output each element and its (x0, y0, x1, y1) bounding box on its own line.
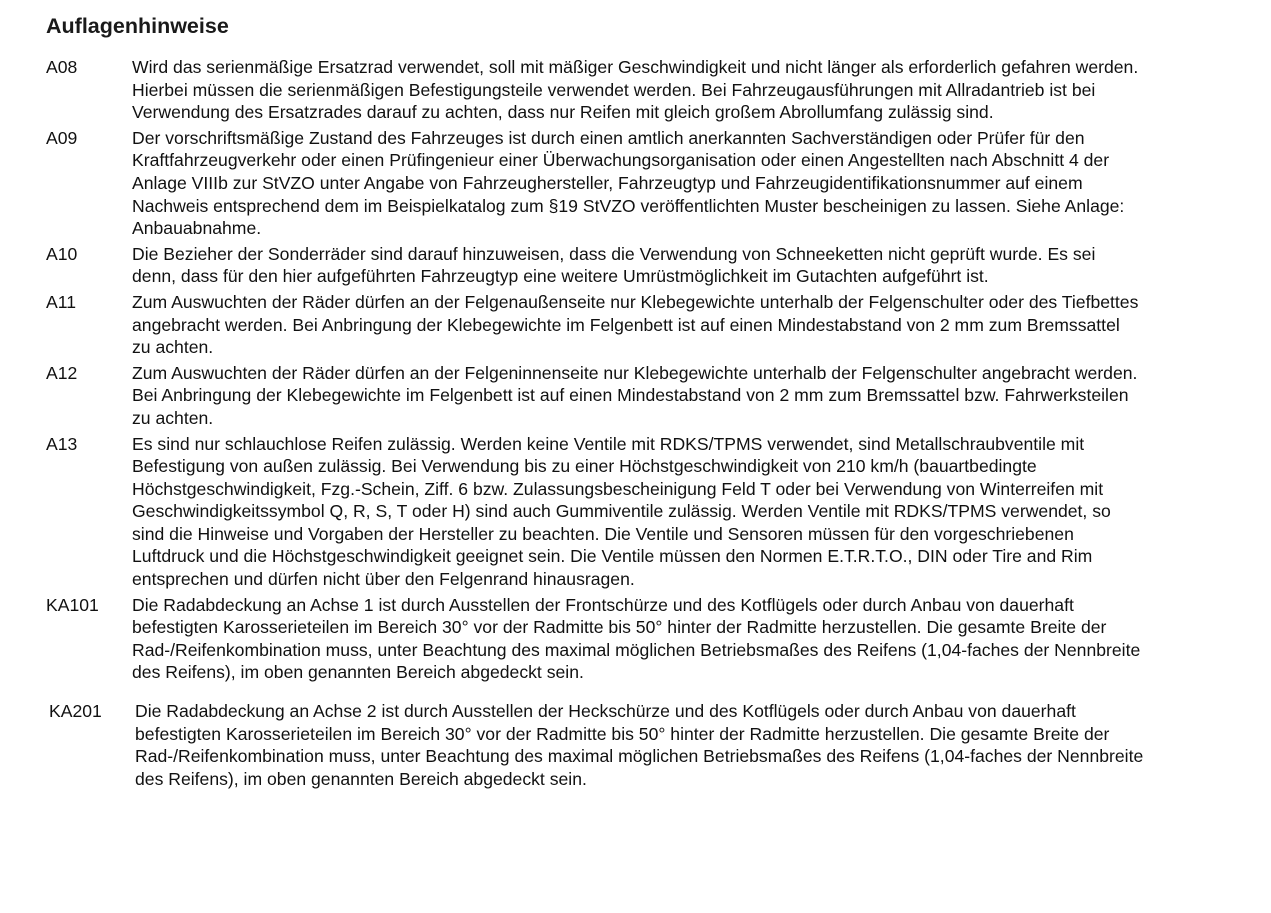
page-title: Auflagenhinweise (46, 14, 229, 38)
condition-entry-ka201 (46, 700, 1246, 790)
condition-text: Die Radabdeckung an Achse 1 ist durch Ausstellen der Frontschürze und des Kotflügels oder durch Anbau von dauerhaft befestigten Karosserieteilen im Bereich 30° vor der Radmitte bis 50° hinter der Radmitte herzustellen. Die gesamte Breite der Rad-/Reifenkombination muss, unter Beachtung des maximal möglichen Betriebsmaßes des Reifens (1,04-faches der Nennbreite des Reifens), im oben genannten Bereich abgedeckt sein. (132, 594, 1141, 683)
condition-text: Zum Auswuchten der Räder dürfen an der Felgeninnenseite nur Klebegewichte unterhalb der Felgenschulter angebracht werden. Bei Anbringung der Klebegewichte im Felgenbett ist auf einen Mindestabstand von 2 mm zum Bremssattel bzw. Fahrwerksteilen zu achten. (132, 362, 1138, 428)
condition-text: Die Radabdeckung an Achse 2 ist durch Ausstellen der Heckschürze und des Kotflügels oder durch Anbau von dauerhaft befestigten Karosserieteilen im Bereich 30° vor der Radmitte bis 50° hinter der Radmitte herzustellen. Die gesamte Breite der Rad-/Reifenkombination muss, unter Beachtung des maximal möglichen Betriebsmaßes des Reifens (1,04-faches der Nennbreite des Reifens), im oben genannten Bereich abgedeckt sein. (135, 701, 1144, 789)
condition-entry-a11 (46, 291, 1246, 359)
condition-entry-a09 (46, 127, 1246, 240)
condition-code: A13 (46, 433, 78, 454)
condition-code: A11 (46, 291, 76, 312)
condition-code: KA201 (49, 701, 102, 722)
condition-text: Es sind nur schlauchlose Reifen zulässig. Werden keine Ventile mit RDKS/TPMS verwendet, sind Metallschraubventile mit Befestigung von außen zulässig. Bei Verwendung bis zu einer Höchstgeschwindigkeit von 210 km/h (bauartbedingte Höchstgeschwindigkeit, Fzg.-Schein, Ziff. 6 bzw. Zulassungsbescheinigung Feld T oder bei Verwendung von Winterreifen mit Geschwindigkeitssymbol Q, R, S, T oder H) sind auch Gummiventile zulässig. Werden Ventile mit RDKS/TPMS verwendet, so sind die Hinweise und Vorgaben der Hersteller zu beachten. Die Ventile und Sensoren müssen für den vorgeschriebenen Luftdruck und die Höchstgeschwindigkeit geeignet sein. Die Ventile müssen den Normen E.T.R.T.O., DIN oder Tire and Rim entsprechen und dürfen nicht über den Felgenrand hinausragen. (132, 433, 1111, 590)
condition-entry-a12 (46, 362, 1246, 430)
condition-text: Wird das serienmäßige Ersatzrad verwendet, soll mit mäßiger Geschwindigkeit und nicht länger als erforderlich gefahren werden. Hierbei müssen die serienmäßigen Befestigungsteile verwendet werden. Bei Fahrzeugausführungen mit Allradantrieb ist bei Verwendung des Ersatzrades darauf zu achten, dass nur Reifen mit gleich großem Abrollumfang zulässig sind. (132, 57, 1139, 123)
condition-code: KA101 (46, 594, 99, 615)
condition-entry-a08 (46, 56, 1246, 124)
conditions-list (46, 56, 1246, 793)
condition-code: A08 (46, 57, 78, 77)
condition-text: Der vorschriftsmäßige Zustand des Fahrzeuges ist durch einen amtlich anerkannten Sachverständigen oder Prüfer für den Kraftfahrzeugverkehr oder einen Prüfingenieur einer Überwachungsorganisation oder einen Angestellten nach Abschnitt 4 der Anlage VIIIb zur StVZO unter Angabe von Fahrzeughersteller, Fahrzeugtyp und Fahrzeugidentifikationsnummer auf einem Nachweis entsprechend dem im Beispielkatalog zum §19 StVZO veröffentlichten Muster bescheinigen zu lassen. Siehe Anlage: Anbauabnahme. (132, 127, 1125, 239)
condition-entry-a13 (46, 433, 1246, 591)
condition-text: Die Bezieher der Sonderräder sind darauf hinzuweisen, dass die Verwendung von Schneeketten nicht geprüft wurde. Es sei denn, dass für den hier aufgeführten Fahrzeugtyp eine weitere Umrüstmöglichkeit im Gutachten aufgeführt ist. (132, 243, 1096, 287)
condition-entry-ka101 (46, 594, 1246, 684)
condition-code: A10 (46, 243, 78, 264)
condition-code: A12 (46, 362, 78, 383)
condition-entry-a10 (46, 243, 1246, 288)
condition-text: Zum Auswuchten der Räder dürfen an der Felgenaußenseite nur Klebegewichte unterhalb der Felgenschulter oder des Tiefbettes angebracht werden. Bei Anbringung der Klebegewichte im Felgenbett ist auf einen Mindestabstand von 2 mm zum Bremssattel zu achten. (132, 291, 1139, 358)
condition-code: A09 (46, 127, 78, 148)
